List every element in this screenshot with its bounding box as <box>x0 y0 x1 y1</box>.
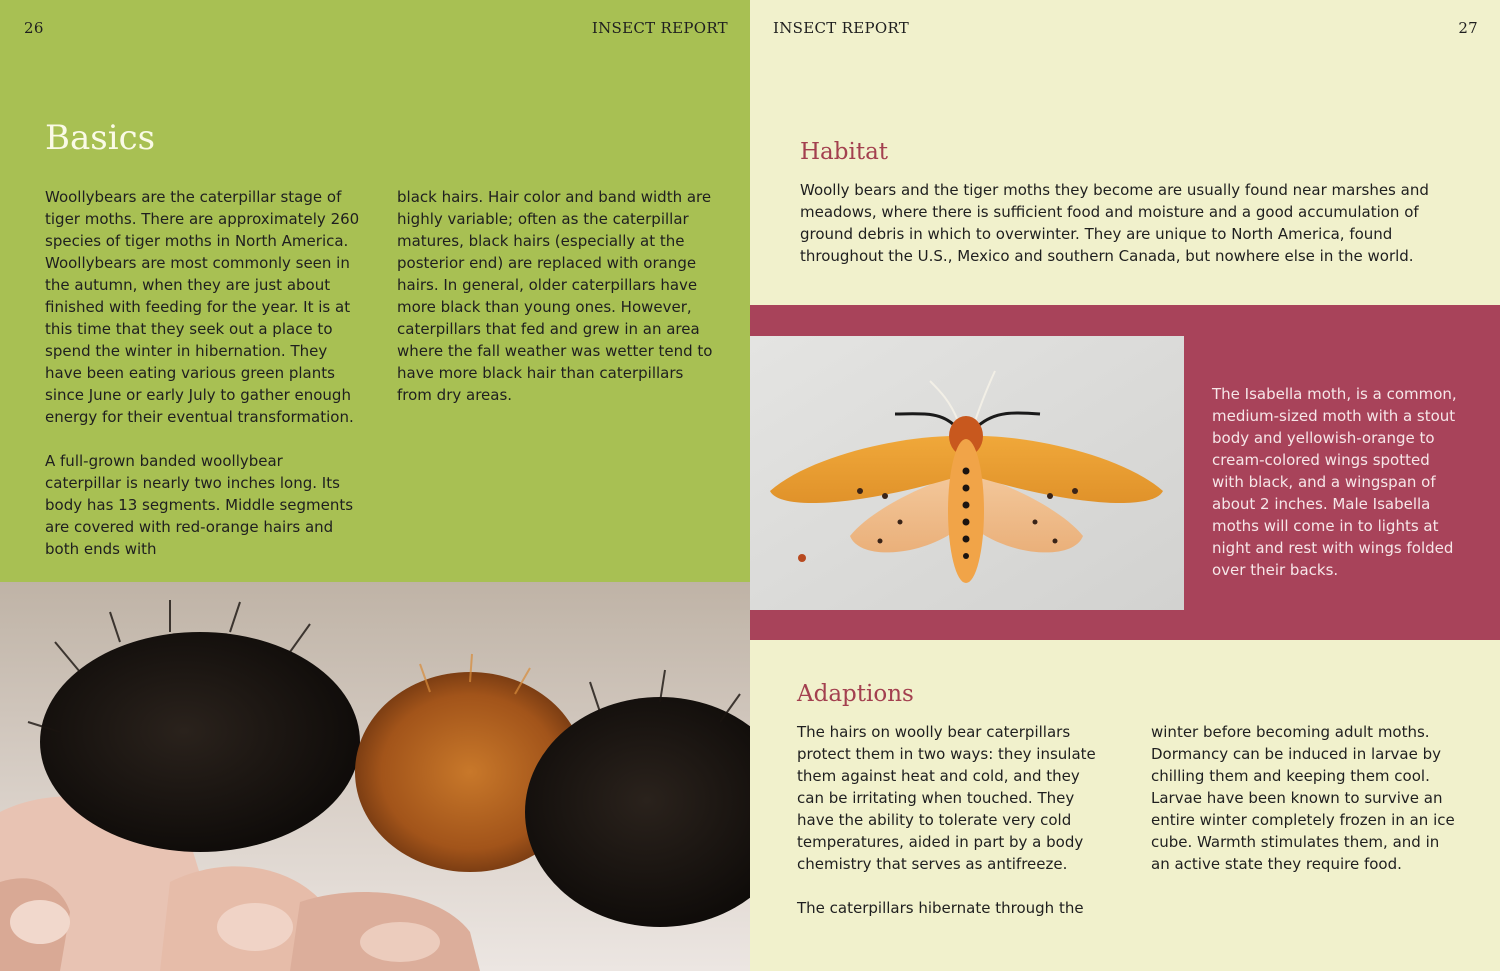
isabella-moth-photo <box>750 336 1184 610</box>
section-heading-habitat: Habitat <box>800 139 889 165</box>
moth-caption: The Isabella moth, is a common, medium-sized moth with a stout body and yellowish-orange to cream-colored wings spotted with black, and a wingspan of about 2 inches. Male Isabella moths will come in to lights at night and rest with wings folded over their backs. <box>1212 385 1457 579</box>
adaptions-column-1 <box>797 721 1097 941</box>
basics-column-2 <box>397 186 715 428</box>
caterpillar-photo <box>0 582 750 971</box>
paragraph: black hairs. Hair color and band width are highly variable; often as the caterpillar matures, black hairs (especially at the posterior end) are replaced with orange hairs. In general, older caterpillars have more black than young ones. However, caterpillars that fed and grew in an area where the fall weather was wetter tend to have more black hair than caterpillars from dry areas. <box>397 188 713 404</box>
page-number: 26 <box>24 19 44 37</box>
page-number: 27 <box>1458 19 1478 37</box>
paragraph: The caterpillars hibernate through the <box>797 899 1084 917</box>
habitat-text: Woolly bears and the tiger moths they become are usually found near marshes and meadows, where there is sufficient food and moisture and a good accumulation of ground debris in which to overwinter. They are unique to North America, found throughout the U.S., Mexico and southern Canada, but nowhere else in the world. <box>800 181 1429 265</box>
paragraph: The hairs on woolly bear caterpillars protect them in two ways: they insulate them against heat and cold, and they can be irritating when touched. They have the ability to tolerate very cold temperatures, aided in part by a body chemistry that serves as antifreeze. <box>797 723 1096 873</box>
paragraph: A full-grown banded woollybear caterpillar is nearly two inches long. Its body has 13 segments. Middle segments are covered with red-orange hairs and both ends with <box>45 452 354 558</box>
running-header: INSECT REPORT <box>773 19 910 37</box>
section-heading-adaptions: Adaptions <box>797 681 914 707</box>
paragraph: winter before becoming adult moths. Dormancy can be induced in larvae by chilling them and keeping them cool. Larvae have been known to survive an entire winter completely frozen in an ice cube. Warmth stimulates them, and in an active state they require food. <box>1151 723 1455 873</box>
running-header: INSECT REPORT <box>591 19 728 37</box>
basics-column-1 <box>45 186 363 582</box>
moth-feature-band <box>750 305 1500 640</box>
right-page <box>750 0 1500 971</box>
adaptions-column-2 <box>1151 721 1456 897</box>
paragraph: Woollybears are the caterpillar stage of tiger moths. There are approximately 260 species of tiger moths in North America. Woollybears are most commonly seen in the autumn, when they are just about finished with feeding for the year. It is at this time that they seek out a place to spend the winter in hibernation. They have been eating various green plants since June or early July to gather enough energy for their eventual transformation. <box>45 188 360 426</box>
section-heading-basics: Basics <box>45 118 156 158</box>
